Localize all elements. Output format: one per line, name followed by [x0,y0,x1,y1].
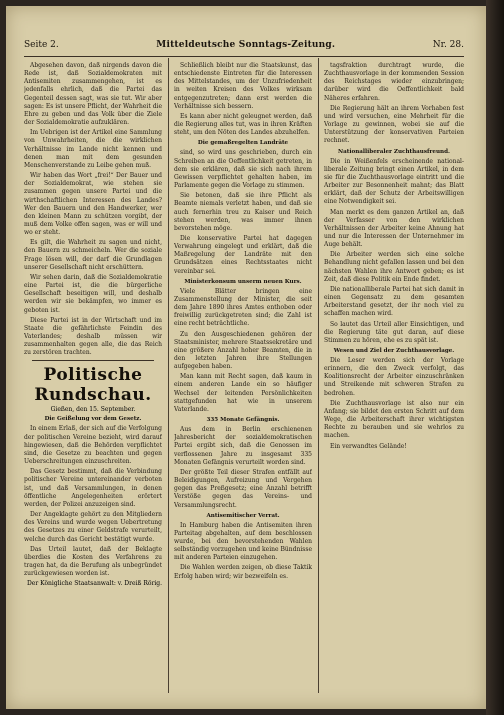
book-binding [486,0,504,715]
article-headline: Die Geißelung vor dem Gesetz. [44,416,142,423]
column-divider [318,58,319,693]
paragraph: Ein verwandtes Gelände! [330,442,407,450]
column-2 [174,62,312,693]
column-1 [24,62,162,693]
paragraph: Es kann aber nicht geleugnet werden, daß die Regierung alles tut, was in ihren Kräften steht, um den Nöten des Landes abzuhelfen. [174,112,312,137]
paragraph: In einem Erlaß, der sich auf die Verfolgung der politischen Vereine bezieht, wird darauf hingewiesen, daß die Behörden verpflichtet sind, die Gesetze zu beachten und gegen Ueberschreitungen einzuschreiten. [24,425,162,466]
paragraph: Man kann mit Recht sagen, daß kaum in einem anderen Lande ein so häufiger Wechsel der leitenden Persönlichkeiten stattgefunden hat wie in unserem Vaterlande. [174,373,312,413]
paragraph: Es gilt, die Wahrheit zu sagen und nicht, den Bauern zu schmeicheln. Wer die soziale Frage lösen will, der darf die Grundlagen unserer Gesellschaft nicht erschüttern. [24,239,162,271]
page-header [24,36,464,54]
paragraph: Die Wahlen werden zeigen, ob diese Taktik Erfolg haben wird; wir bezweifeln es. [174,564,312,580]
paragraph: sind, so wird uns geschrieben, durch ein Schreiben an die Oeffentlichkeit getreten, in dem sie erklären, daß sie sich nach ihrem Gewissen verpflichtet gehalten haben, im Parlamente gegen die Vorlage zu stimmen. [174,149,312,190]
paragraph: Im Uebrigen ist der Artikel eine Sammlung von Unwahrheiten, die die wirklichen Verhältnisse im Lande nicht kennen und denen man mit dem gesunden Menschenverstande zu Leibe gehen muß. [24,129,162,169]
paragraph: Die Leser werden sich der Vorlage erinnern, die den Zweck verfolgt, das Koalitionsrecht der Arbeiter einzuschränken und Streikende mit schweren Strafen zu bedrohen. [324,357,464,397]
paper-title: Mitteldeutsche Sonntags-Zeitung. [156,40,336,50]
paragraph: Diese Partei ist in der Wirtschaft und im Staate die gefährlichste Feindin des Vaterlandes; deshalb müssen wir zusammenhalten gegen alle, die das Reich zu zerstören trachten. [24,316,162,357]
column-3 [324,62,464,693]
paragraph: Die nationalliberale Partei hat sich damit in einen Gegensatz zu dem gesamten Arbeiterstand gesetzt, der ihr noch viel zu schaffen machen wird. [324,285,464,318]
section-title: Politische Rundschau. [34,365,152,406]
paragraph: Schließlich bleibt nur die Staatskunst, das entschiedenste Eintreten für die Interessen des Mittelstandes, um der Unzufriedenheit in weiten Kreisen des Volkes wirksam entgegenzutreten; dann erst werden die Verhältnisse sich bessern. [174,62,312,110]
paragraph: Der größte Teil dieser Strafen entfällt auf Beleidigungen, Aufreizung und Vergehen gegen das Preßgesetz; eine Anzahl betrifft Verstöße gegen das Vereins- und Versammlungsrecht. [174,468,312,509]
dateline: Gießen, den 15. September. [50,406,136,414]
article-headline: 335 Monate Gefängnis. [206,417,280,424]
signature: Der Königliche Staatsanwalt: v. Dreiß Rörig. [26,580,162,588]
article-headline: Nationalliberaler Zuchthausfreund. [338,148,450,155]
article-headline: Wesen und Ziel der Zuchthausvorlage. [333,348,455,354]
paragraph: Viele Blätter bringen eine Zusammenstellung der Minister, die seit dem Jahre 1890 ihres Amtes enthoben oder freiwillig zurückgetreten sind; die Zahl ist eine recht beträchtliche. [174,287,312,328]
paragraph: tagsfraktion durchtragt wurde, die Zuchthausvorlage in der kommenden Session des Reichstages wieder einzubringen; darüber wird die Oeffentlichkeit bald Näheres erfahren. [324,62,464,102]
paragraph: Zu den Ausgeschiedenen gehören der Staatsminister, mehrere Staatssekretäre und eine größere Anzahl hoher Beamten, die in den letzten Jahren ihre Stellungen aufgegeben haben. [174,330,312,371]
paragraph: So lautet das Urteil aller Einsichtigen, und die Regierung täte gut daran, auf diese Stimmen zu hören, ehe es zu spät ist. [324,320,464,344]
page-number: Seite 2. [24,40,59,50]
paragraph: Wir haben das Wort „frei!“ Der Bauer und der Sozialdemokrat, wie stehen sie zusammen gegen unsere Partei und die wirthschaftlichen Interessen des Landes? Wer den Bauern und den Handwerker, wer den kleinen Mann zu schützen vorgibt, der muß dem Volke offen sagen, was er will und wo er steht. [24,172,162,237]
paragraph: Man merkt es dem ganzen Artikel an, daß der Verfasser von den wirklichen Verhältnissen der Arbeiter keine Ahnung hat und nur die Interessen der Unternehmer im Auge behält. [324,208,464,249]
paragraph: Die in Weißenfels erscheinende national-liberale Zeitung bringt einen Artikel, in dem sie für die Zuchthausvorlage eintritt und die Arbeiter zur Besonnenheit mahnt; das Blatt erklärt, daß der Schutz der Arbeitswilligen eine Notwendigkeit sei. [324,157,464,206]
article-headline: Ministerkonsum unserm neuen Kurs. [184,278,302,285]
issue-number: Nr. 28. [432,40,464,50]
divider [32,360,154,361]
header-rule [24,56,464,57]
article-headline: Antisemitischer Verrat. [206,512,280,519]
paragraph: Die Zuchthausvorlage ist also nur ein Anfang; sie bildet den ersten Schritt auf dem Wege, die Arbeiterschaft ihrer wichtigsten Rechte zu berauben und sie wehrlos zu machen. [324,399,464,440]
paragraph: Die konservative Partei hat dagegen Verwahrung eingelegt und erklärt, daß die Maßregelung der Landräte mit den Grundsätzen eines Rechtsstaates nicht vereinbar sei. [174,234,312,275]
paragraph: Sie betonen, daß sie ihre Pflicht als Beamte niemals verletzt haben, und daß sie auch fernerhin treu zu Kaiser und Reich stehen werden, was immer ihnen bevorstehen möge. [174,192,312,232]
paragraph: Das Urteil lautet, daß der Beklagte überdies die Kosten des Verfahrens zu tragen hat, da die Berufung als unbegründet zurückgewiesen worden ist. [24,545,162,578]
newspaper-page [6,6,486,709]
paragraph: Aus dem in Berlin erschienenen Jahresbericht der sozialdemokratischen Partei ergibt sich, daß die Genossen im verflossenen Jahre zu insgesamt 335 Monaten Gefängnis verurteilt worden sind. [174,426,312,466]
paragraph: Das Gesetz bestimmt, daß die Verbindung politischer Vereine untereinander verboten ist, und daß Versammlungen, in denen öffentliche Angelegenheiten erörtert werden, der Polizei anzuzeigen sind. [24,468,162,508]
paragraph: Die Regierung hält an ihrem Vorhaben fest und wird versuchen, eine Mehrheit für die Vorlage zu gewinnen, wobei sie auf die Unterstützung der konservativen Parteien rechnet. [324,104,464,145]
paragraph: Wir sehen darin, daß die Sozialdemokratie eine Partei ist, die die bürgerliche Gesellschaft beseitigen will, und deshalb werden wir sie bekämpfen, wo immer es geboten ist. [24,273,162,314]
paragraph: Der Angeklagte gehört zu den Mitgliedern des Vereins und wurde wegen Uebertretung des Gesetzes zu einer Geldstrafe verurteilt, welche durch das Gericht bestätigt wurde. [24,511,162,543]
paragraph: Die Arbeiter werden sich eine solche Behandlung nicht gefallen lassen und bei den nächsten Wahlen ihre Antwort geben; es ist Zeit, daß diese Politik ein Ende findet. [324,251,464,283]
paragraph: In Hamburg haben die Antisemiten ihren Parteitag abgehalten, auf dem beschlossen wurde, bei den bevorstehenden Wahlen selbständig vorzugehen und keine Bündnisse mit anderen Parteien einzugehen. [174,521,312,562]
paragraph: Abgesehen davon, daß nirgends davon die Rede ist, daß Sozialdemokraten mit Antisemiten zusammengehen, ist es jedenfalls ehrlich, daß die Partei das Gegenteil dessen sagt, was sie tut. Wir aber sagen: Es ist unsere Pflicht, der Wahrheit die Ehre zu geben und das Volk über die Ziele der Sozialdemokratie aufzuklären. [24,62,162,127]
article-headline: Die gemaßregelten Landräte [197,140,289,147]
column-divider [168,58,169,693]
